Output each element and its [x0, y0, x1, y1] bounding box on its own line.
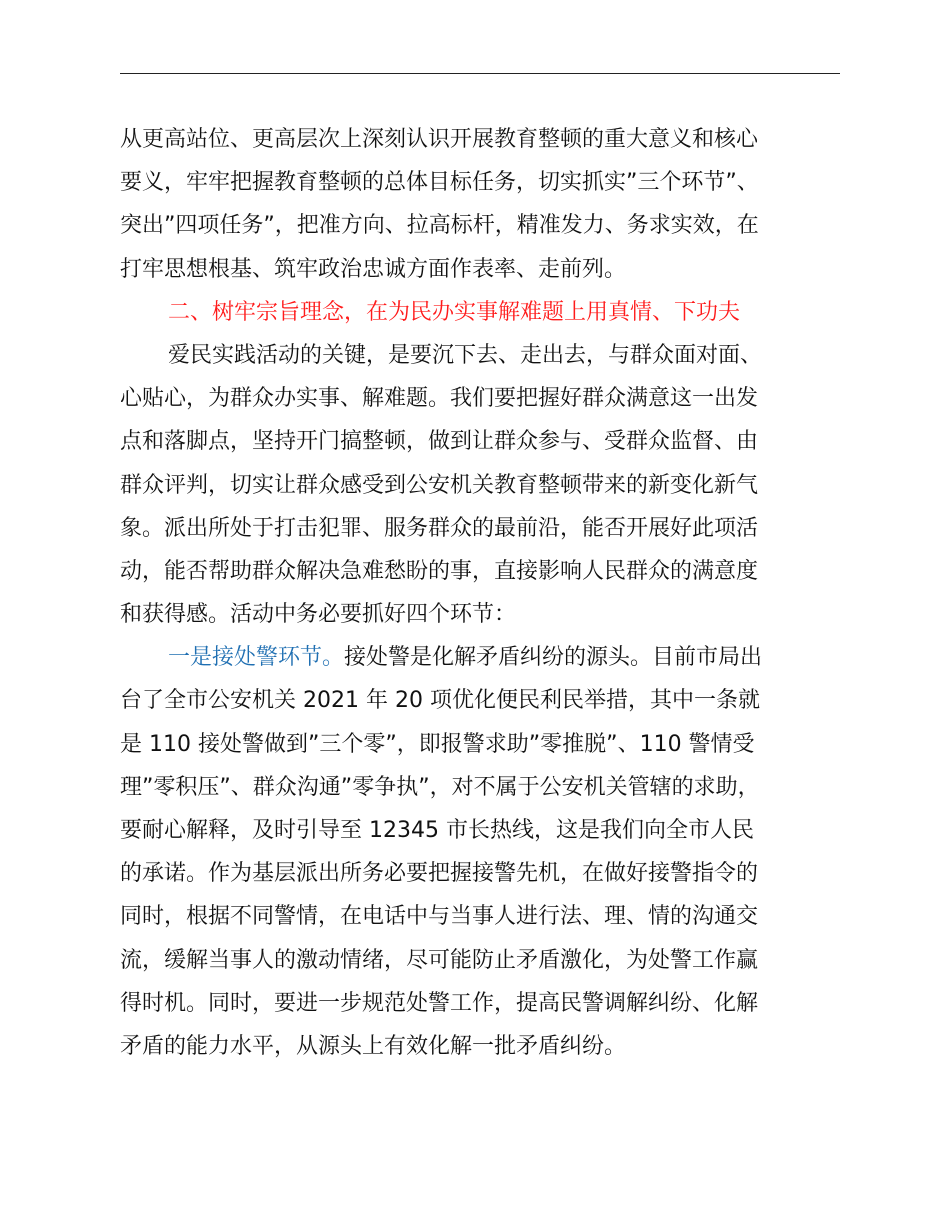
section-heading: 二、树牢宗旨理念，在为民办实事解难题上用真情、下功夫 [168, 299, 741, 325]
paragraph-line: 流，缓解当事人的激动情绪，尽可能防止矛盾激化，为处警工作赢 [120, 947, 759, 973]
paragraph-line: 点和落脚点，坚持开门搞整顿，做到让群众参与、受群众监督、由 [120, 429, 759, 455]
paragraph-line: 矛盾的能力水平，从源头上有效化解一批矛盾纠纷。 [120, 1033, 627, 1059]
paragraph-line: 和获得感。活动中务必要抓好四个环节： [120, 602, 517, 628]
paragraph-line: 动，能否帮助群众解决急难愁盼的事，直接影响人民群众的满意度 [120, 558, 759, 584]
paragraph-line: 的承诺。作为基层派出所务必要把握接警先机，在做好接警指令的 [120, 861, 759, 887]
paragraph-line: 象。派出所处于打击犯罪、服务群众的最前沿，能否开展好此项活 [120, 515, 759, 541]
point-label: 一是接处警环节。 [168, 645, 345, 671]
paragraph-line: 是 110 接处警做到”三个零”，即报警求助”零推脱”、110 警情受 [120, 731, 755, 757]
paragraph-line: 爱民实践活动的关键，是要沉下去、走出去，与群众面对面、 [168, 342, 763, 368]
paragraph-line: 得时机。同时，要进一步规范处警工作，提高民警调解纠纷、化解 [120, 990, 759, 1016]
header-rule [120, 73, 840, 74]
paragraph-line: 心贴心，为群众办实事、解难题。我们要把握好群众满意这一出发 [120, 386, 759, 412]
paragraph-line: 理”零积压”、群众沟通”零争执”，对不属于公安机关管辖的求助， [120, 774, 760, 800]
paragraph-line: 从更高站位、更高层次上深刻认识开展教育整顿的重大意义和核心 [120, 127, 759, 152]
paragraph-line: 打牢思想根基、筑牢政治忠诚方面作表率、走前列。 [120, 256, 627, 282]
paragraph-line: 台了全市公安机关 2021 年 20 项优化便民利民举措，其中一条就 [120, 688, 760, 714]
paragraph-line: 要义，牢牢把握教育整顿的总体目标任务，切实抓实”三个环节”、 [120, 170, 759, 196]
paragraph-line: 群众评判，切实让群众感受到公安机关教育整顿带来的新变化新气 [120, 472, 759, 498]
paragraph-line: 要耐心解释，及时引导至 12345 市长热线，这是我们向全市人民 [120, 818, 754, 843]
document-body [120, 118, 840, 1068]
point-text: 接处警是化解矛盾纠纷的源头。目前市局出 [344, 645, 763, 671]
point-line [120, 636, 840, 679]
paragraph-line: 突出”四项任务”，把准方向、拉高标杆，精准发力、务求实效，在 [120, 213, 759, 239]
paragraph-line: 同时，根据不同警情，在电话中与当事人进行法、理、情的沟通交 [120, 904, 759, 930]
